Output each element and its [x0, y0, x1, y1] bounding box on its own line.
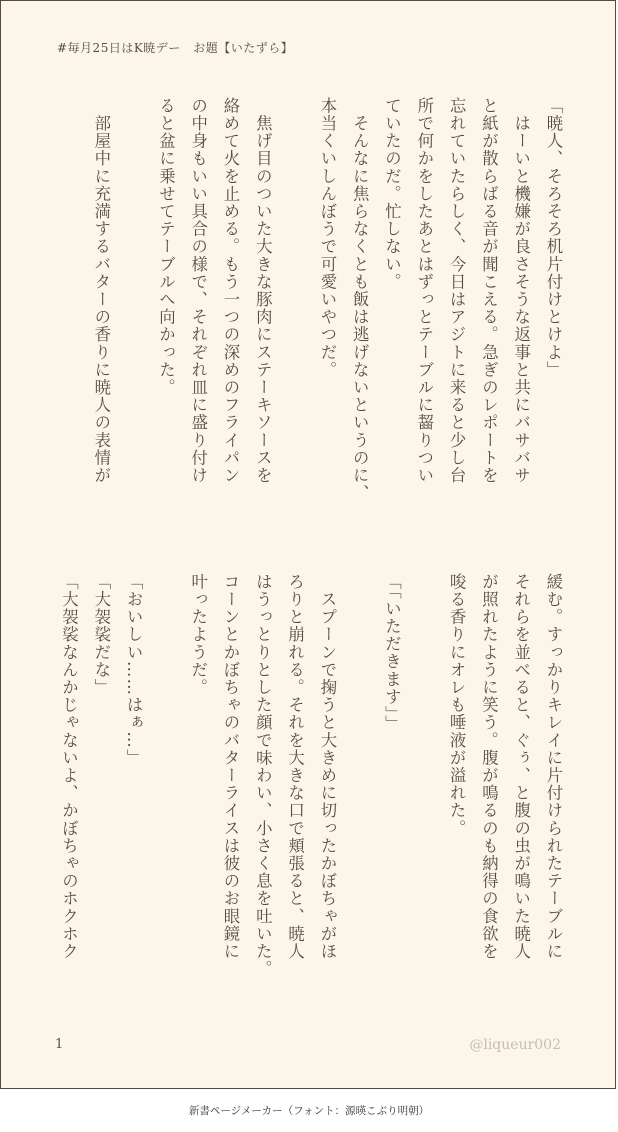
bottom-text-column: ろりと崩れる。それを大きな口で頬張ると、暁人	[285, 573, 305, 961]
top-text-column: の中身もいい具合の様で、それぞれ皿に盛り付け	[188, 97, 208, 485]
top-text-column: 焦げ目のついた大きな豚肉にステーキソースを	[253, 97, 273, 485]
page-title: #毎月25日はK暁デー お題【いたずら】	[57, 41, 294, 55]
bottom-text-column: 「おいしい……はぁ…」	[124, 573, 144, 767]
top-text-column: ていたのだ。忙しない。	[382, 97, 402, 291]
top-text-column: 絡めて火を止める。もう一つの深めのフライパン	[221, 97, 240, 485]
footer-caption: 新書ページメーカー（フォント：源暎こぶり明朝）	[188, 1105, 430, 1117]
top-text-column: と紙が散らばる音が聞こえる。急ぎのレポートを	[479, 97, 499, 485]
bottom-text-column: コーンとかぼちゃのバターライスは彼のお眼鏡に	[221, 573, 240, 961]
page-number: 1	[55, 1037, 64, 1052]
top-text-column: 部屋中に充満するバターの香りに暁人の表情が	[91, 97, 111, 485]
bottom-text-column: はうっとりとした顔で味わい、小さく息を吐いた。	[253, 573, 273, 978]
top-text-column: 本当くいしんぼうで可愛いやつだ。	[317, 97, 337, 379]
bottom-text-column: が照れたように笑う。腹が鳴るのも納得の食欲を	[479, 573, 499, 961]
top-text-column: ると盆に乗せてテーブルへ向かった。	[156, 97, 176, 397]
top-text-column: そんなに焦らなくとも飯は逃げないというのに、	[350, 97, 370, 502]
bottom-text-column: 叶ったようだ。	[188, 573, 208, 697]
author-handle: @liqueur002	[469, 1037, 561, 1053]
bottom-text-column: それらを並べると、ぐぅ、と腹の虫が鳴いた暁人	[511, 573, 531, 961]
bottom-text-column: 「「いただきます」」	[382, 573, 402, 733]
bottom-text-column: 唆る香りにオレも唾液が溢れた。	[447, 573, 467, 837]
top-text-column: 忘れていたらしく、今日はアジトに来ると少し台	[447, 97, 467, 485]
top-text-column: 「暁人、そろそろ机片付けとけよ」	[544, 97, 563, 379]
bottom-text-column: 「大袈裟だな」	[91, 573, 111, 697]
top-text-column: はーいと機嫌が良さそうな返事と共にバサバサ	[511, 97, 531, 485]
top-text-column: 所で何かをしたあとはずっとテーブルに齧りつい	[414, 97, 434, 485]
bottom-text-column: 緩む。すっかりキレイに片付けられたテーブルに	[544, 573, 563, 961]
bottom-text-column: 「大袈裟なんかじゃないよ、かぼちゃのホクホク	[59, 573, 79, 961]
bottom-text-column: スプーンで掬うと大きめに切ったかぼちゃがほ	[317, 573, 337, 961]
